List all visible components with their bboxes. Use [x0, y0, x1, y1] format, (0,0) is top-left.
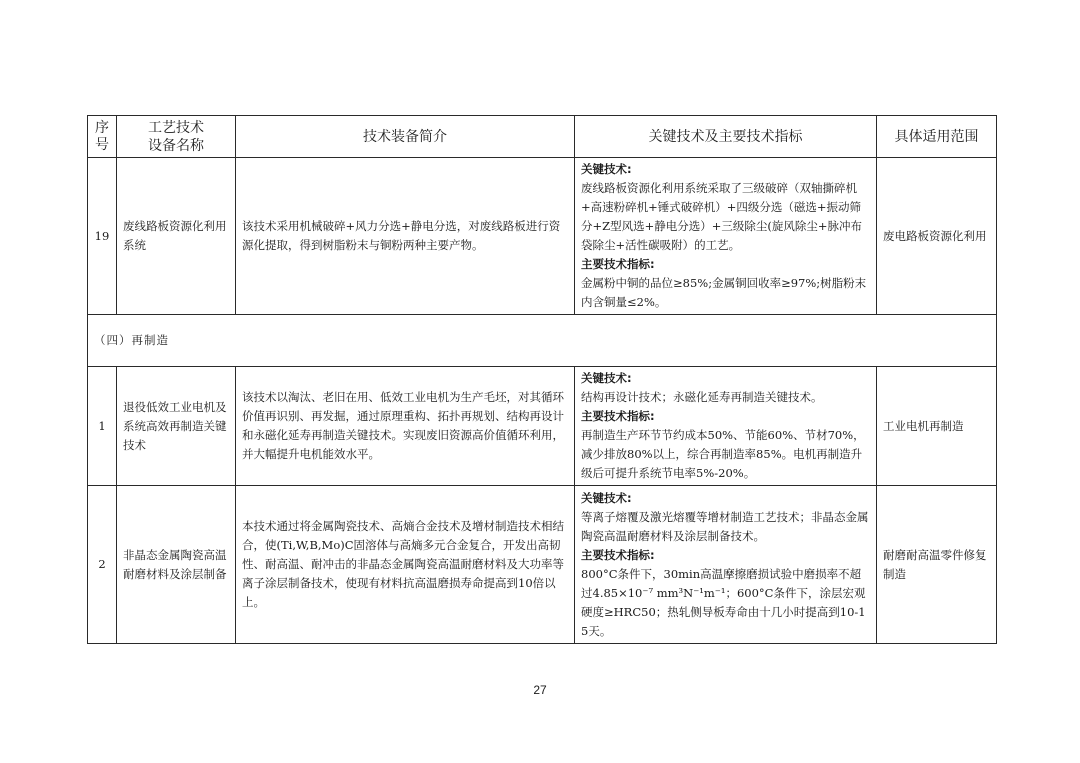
row-name: 废线路板资源化利用系统 — [117, 158, 236, 315]
row-name: 退役低效工业电机及系统高效再制造关键技术 — [117, 367, 236, 486]
table-header-row — [88, 116, 997, 158]
technology-table — [87, 115, 997, 644]
row-index: 19 — [88, 158, 117, 315]
header-index: 序 号 — [88, 116, 117, 158]
row-index: 2 — [88, 486, 117, 644]
page-number: 27 — [533, 683, 547, 697]
section-row — [88, 315, 997, 367]
row-intro: 该技术采用机械破碎+风力分选+静电分选，对废线路板进行资源化提取，得到树脂粉末与铜粉两种主要产物。 — [236, 158, 575, 315]
row-scope: 耐磨耐高温零件修复制造 — [877, 486, 997, 644]
row-key-cell — [575, 486, 877, 644]
row-intro: 本技术通过将金属陶瓷技术、高熵合金技术及增材制造技术相结合，使(Ti,W,B,Mo)C固溶体与高熵多元合金复合，开发出高韧性、耐高温、耐冲击的非晶态金属陶瓷高温耐磨材料及大功率等离子涂层制备技术，使现有材料抗高温磨损寿命提高到10倍以上。 — [236, 486, 575, 644]
table-row — [88, 367, 997, 486]
table-row — [88, 158, 997, 315]
header-scope: 具体适用范围 — [877, 116, 997, 158]
key-tech-label: 关键技术: — [581, 490, 632, 505]
metric-text: 800°C条件下，30min高温摩擦磨损试验中磨损率不超过4.85×10⁻⁷ mm³N⁻¹m⁻¹；600°C条件下，涂层宏观硬度≥HRC50；热轧侧导板寿命由十几小时提高到10-15天。 — [581, 566, 866, 638]
key-tech-label: 关键技术: — [581, 371, 632, 385]
row-name: 非晶态金属陶瓷高温耐磨材料及涂层制备 — [117, 486, 236, 644]
row-intro: 该技术以淘汰、老旧在用、低效工业电机为生产毛坯，对其循环价值再识别、再发掘，通过原理重构、拓扑再规划、结构再设计和永磁化延寿再制造关键技术。实现废旧资源高价值循环利用，并大幅提升电机能效水平。 — [236, 367, 575, 486]
key-tech-label: 关键技术: — [581, 162, 632, 176]
row-key-cell — [575, 158, 877, 315]
metric-label: 主要技术指标: — [581, 257, 655, 271]
key-tech-text: 等离子熔覆及激光熔覆等增材制造工艺技术；非晶态金属陶瓷高温耐磨材料及涂层制备技术。 — [581, 509, 869, 543]
metric-text: 金属粉中铜的品位≥85%;金属铜回收率≥97%;树脂粉末内含铜量≤2%。 — [581, 276, 867, 309]
metric-text: 再制造生产环节节约成本50%、节能60%、节材70%，减少排放80%以上，综合再制造率85%。电机再制造升级后可提升系统节电率5%-20%。 — [581, 428, 865, 480]
row-scope: 废电路板资源化利用 — [877, 158, 997, 315]
metric-label: 主要技术指标: — [581, 409, 655, 423]
header-key: 关键技术及主要技术指标 — [575, 116, 877, 158]
key-tech-text: 废线路板资源化利用系统采取了三级破碎（双轴撕碎机+高速粉碎机+锤式破碎机）+四级分选（磁选+振动筛分+Z型风选+静电分选）+三级除尘(旋风除尘+脉冲布袋除尘+活性碳吸附）的工艺。 — [581, 181, 863, 252]
row-scope: 工业电机再制造 — [877, 367, 997, 486]
section-title: （四）再制造 — [88, 315, 997, 367]
header-intro: 技术装备简介 — [236, 116, 575, 158]
row-key-cell — [575, 367, 877, 486]
key-tech-text: 结构再设计技术；永磁化延寿再制造关键技术。 — [581, 390, 823, 404]
metric-label: 主要技术指标: — [581, 547, 655, 562]
header-name: 工艺技术 设备名称 — [117, 116, 236, 158]
table-row — [88, 486, 997, 644]
row-index: 1 — [88, 367, 117, 486]
